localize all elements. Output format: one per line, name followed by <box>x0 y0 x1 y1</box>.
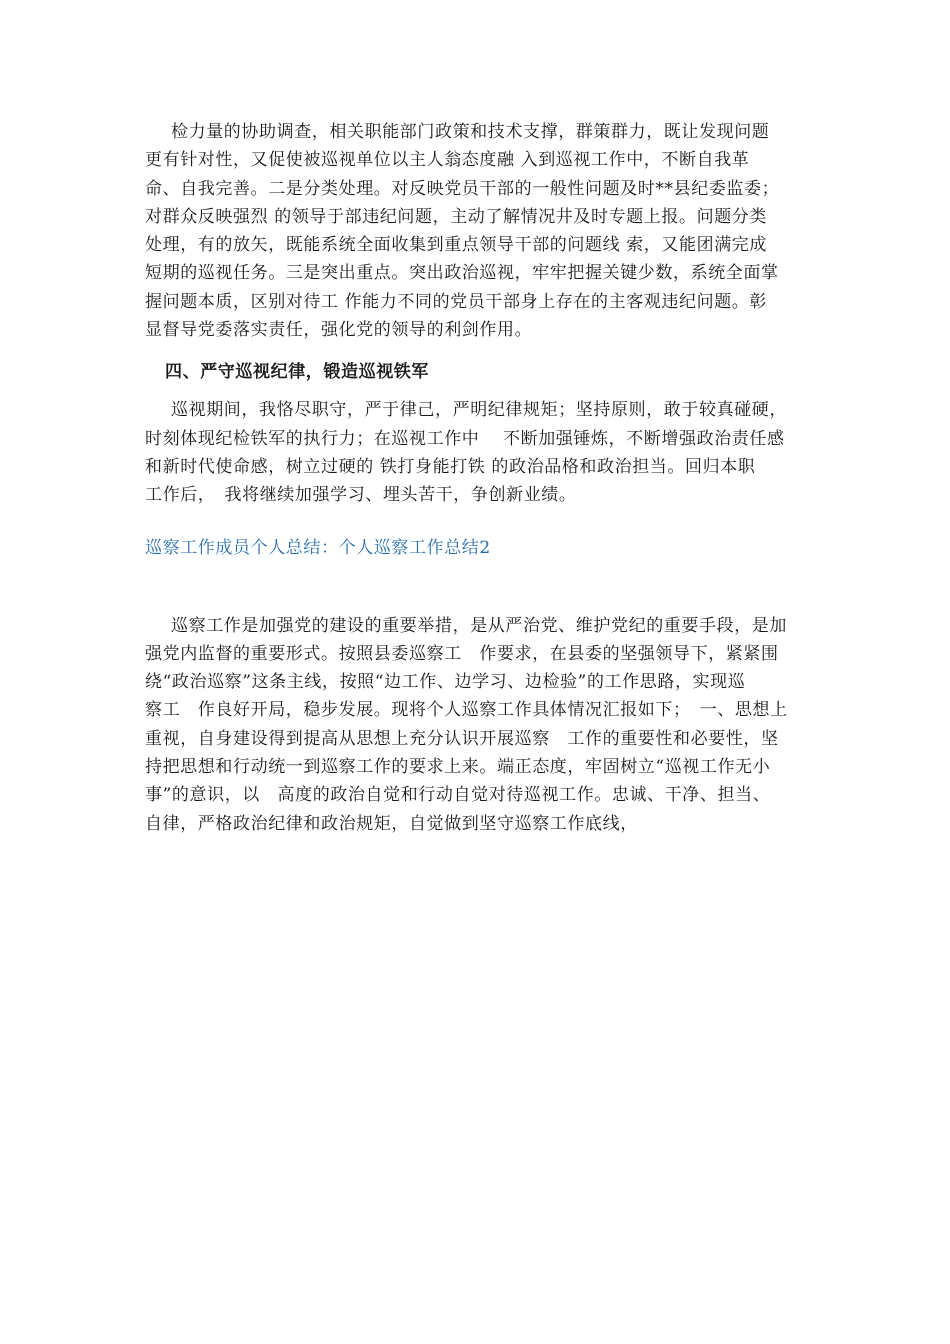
text-line: 持把思想和行动统一到巡察工作的要求上来。端正态度，牢固树立“巡视工作无小 <box>145 757 771 778</box>
paragraph-discipline <box>145 396 810 509</box>
text-line: 事”的意识，以 高度的政治自觉和行动自觉对待巡视工作。忠诚、干净、担当、 <box>145 785 771 806</box>
text-line: 检力量的协助调查，相关职能部门政策和技术支撑，群策群力，既让发现问题 <box>171 122 770 142</box>
section-title-summary-2: 巡察工作成员个人总结：个人巡察工作总结2 <box>145 537 491 558</box>
text-line: 重视，自身建设得到提高从思想上充分认识开展巡察 工作的重要性和必要性，坚 <box>145 728 779 749</box>
paragraph-inspection-process <box>145 118 810 344</box>
text-line: 更有针对性，又促使被巡视单位以主人翁态度融 入到巡视工作中，不断自我革 <box>145 150 750 171</box>
text-line: 自律，严格政治纪律和政治规矩，自觉做到坚守巡察工作底线， <box>145 813 638 834</box>
section-heading-discipline: 四、严守巡视纪律，锻造巡视铁军 <box>165 362 429 383</box>
text-line: 巡察工作是加强党的建设的重要举措，是从严治党、维护党纪的重要手段，是加 <box>171 615 787 636</box>
text-line: 显督导党委落实责任，强化党的领导的利剑作用。 <box>145 320 533 341</box>
text-line: 时刻体现纪检铁军的执行力；在巡视工作中 不断加强锤炼，不断增强政治责任感 <box>145 428 785 449</box>
paragraph-inspection-summary <box>145 612 810 838</box>
text-line: 握问题本质，区别对待工 作能力不同的党员干部身上存在的主客观违纪问题。彰 <box>145 291 768 312</box>
text-line: 工作后， 我将继续加强学习、埋头苦干，争创新业绩。 <box>145 485 577 506</box>
text-line: 巡视期间，我恪尽职守，严于律己，严明纪律规矩；坚持原则，敢于较真碰硬， <box>171 400 787 421</box>
text-line: 命、自我完善。二是分类处理。对反映党员干部的一般性问题及时**县纪委监委； <box>145 178 780 199</box>
text-line: 察工 作良好开局，稳步发展。现将个人巡察工作具体情况汇报如下； 一、思想上 <box>145 700 788 721</box>
text-line: 绕“政治巡察”这条主线，按照“边工作、边学习、边检验”的工作思路，实现巡 <box>145 672 746 693</box>
document-page <box>145 118 810 838</box>
text-line: 短期的巡视任务。三是突出重点。突出政治巡视，牢牢把握关键少数，系统全面掌 <box>145 263 779 284</box>
text-line: 对群众反映强烈 的领导于部违纪问题，主动了解情况井及时专题上报。问题分类 <box>145 206 768 227</box>
text-line: 和新时代使命感，树立过硬的 铁打身能打铁 的政治品格和政治担当。回归本职 <box>145 456 756 477</box>
text-line: 处理，有的放矢，既能系统全面收集到重点领导干部的问题线 索，又能团满完成 <box>145 235 768 256</box>
text-line: 强党内监督的重要形式。按照县委巡察工 作要求，在县委的坚强领导下，紧紧围 <box>145 643 779 664</box>
